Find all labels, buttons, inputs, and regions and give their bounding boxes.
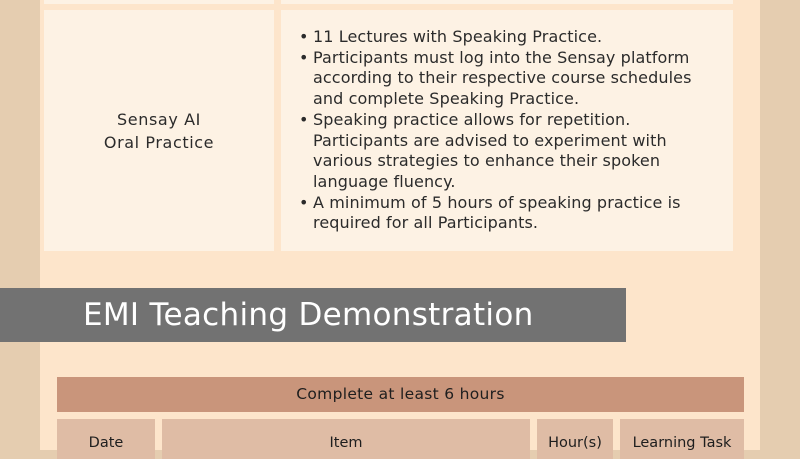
bullet-item: • A minimum of 5 hours of speaking practice is required for all Participants. <box>299 193 721 234</box>
left-margin-strip <box>0 0 40 450</box>
bullet-item: • 11 Lectures with Speaking Practice. <box>299 27 721 48</box>
section-title-banner: EMI Teaching Demonstration <box>0 288 626 342</box>
right-margin-strip <box>760 0 800 450</box>
row-content-cell <box>281 10 733 251</box>
row-label-cell <box>44 10 274 251</box>
bullet-item: • Participants must log into the Sensay platform according to their respective course schedules and complete Speaking Practice. <box>299 48 721 110</box>
previous-row-label-cell <box>44 0 274 4</box>
previous-row-content-cell <box>281 0 733 4</box>
table-header-hours: Hour(s) <box>537 419 613 459</box>
table-header-date: Date <box>57 419 155 459</box>
requirement-bar: Complete at least 6 hours <box>57 377 744 412</box>
table-header-learning-task: Learning Task <box>620 419 744 459</box>
table-header-item: Item <box>162 419 530 459</box>
row-label-line-2: Oral Practice <box>103 132 215 152</box>
row-label-line-1: Sensay AI <box>117 109 201 129</box>
bullet-list <box>299 27 721 234</box>
bullet-item: • Speaking practice allows for repetition. Participants are advised to experiment with various strategies to enhance their spoken language fluency. <box>299 110 721 193</box>
